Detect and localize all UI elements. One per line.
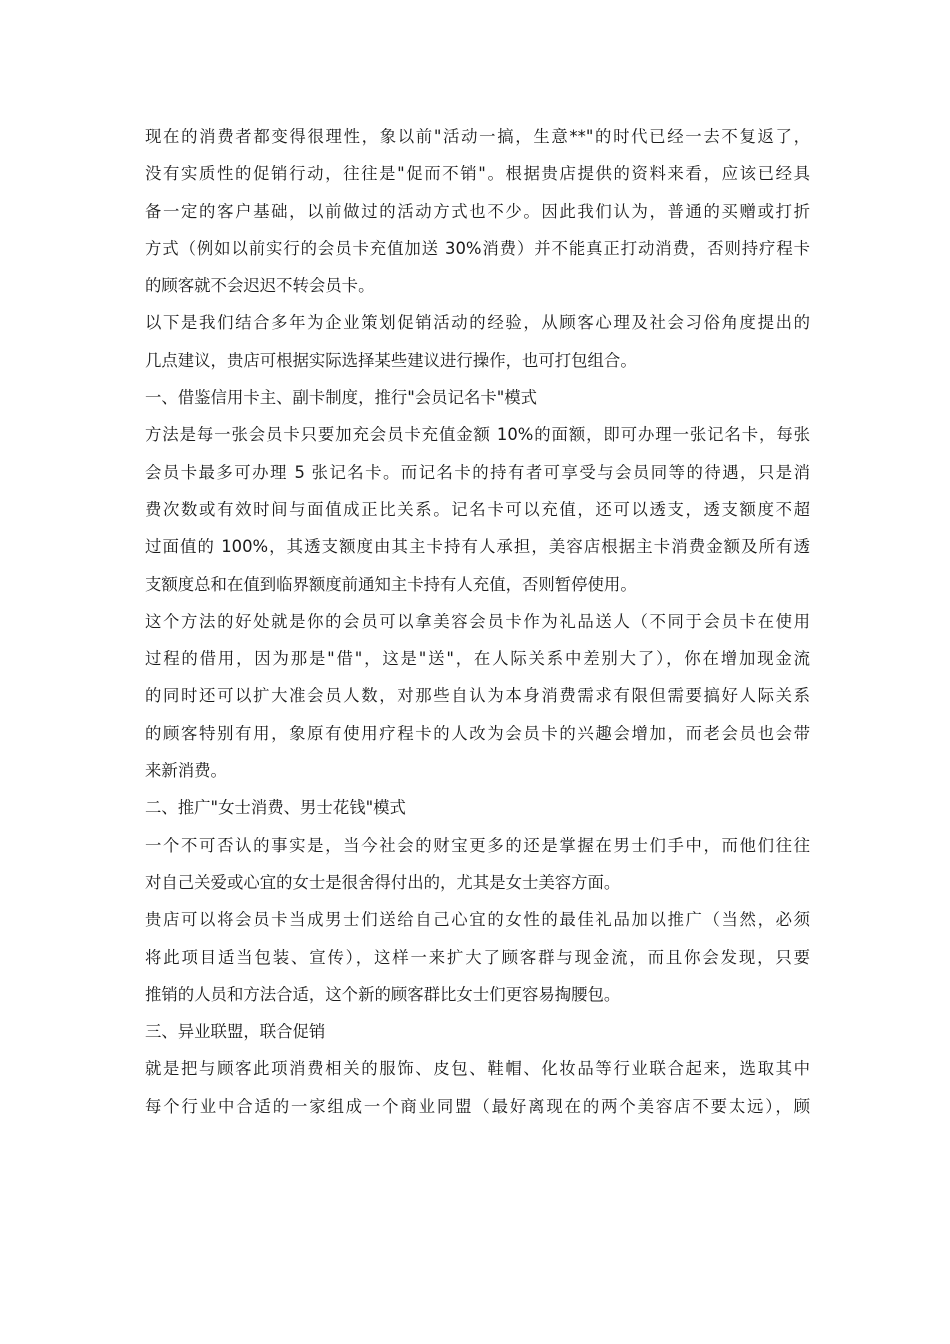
section-heading: 三、异业联盟，联合促销 <box>145 1022 326 1042</box>
paragraph-line: 推销的人员和方法合适，这个新的顾客群比女士们更容易掏腰包。 <box>145 984 621 1004</box>
paragraph-line: 就是把与顾客此项消费相关的服饰、皮包、鞋帽、化妆品等行业联合起来，选取其中 <box>145 1059 810 1079</box>
paragraph-line: 来新消费。 <box>145 761 227 781</box>
paragraph-line: 对自己关爱或心宜的女士是很舍得付出的，尤其是女士美容方面。 <box>145 872 621 892</box>
paragraph-line: 没有实质性的促销行动，往往是"促而不销"。根据贵店提供的资料来看，应该已经具 <box>145 164 810 184</box>
paragraph-line: 费次数或有效时间与面值成正比关系。记名卡可以充值，还可以透支，透支额度不超 <box>145 499 810 519</box>
section-heading: 一、借鉴信用卡主、副卡制度，推行"会员记名卡"模式 <box>145 388 538 408</box>
paragraph-line: 支额度总和在值到临界额度前通知主卡持有人充值，否则暂停使用。 <box>145 574 637 594</box>
paragraph-line: 的同时还可以扩大准会员人数，对那些自认为本身消费需求有限但需要搞好人际关系 <box>145 686 810 706</box>
document-body <box>145 118 810 1125</box>
paragraph-line: 每个行业中合适的一家组成一个商业同盟（最好离现在的两个美容店不要太远），顾 <box>145 1096 810 1116</box>
paragraph-line: 备一定的客户基础，以前做过的活动方式也不少。因此我们认为，普通的买赠或打折 <box>145 201 810 221</box>
paragraph-line: 的顾客就不会迟迟不转会员卡。 <box>145 276 375 296</box>
paragraph-line: 一个不可否认的事实是，当今社会的财宝更多的还是掌握在男士们手中，而他们往往 <box>145 835 810 855</box>
paragraph-line: 的顾客特别有用，象原有使用疗程卡的人改为会员卡的兴趣会增加，而老会员也会带 <box>145 723 810 743</box>
paragraph-line: 过面值的 100%，其透支额度由其主卡持有人承担，美容店根据主卡消费金额及所有透 <box>145 537 810 557</box>
paragraph-line: 方法是每一张会员卡只要加充会员卡充值金额 10%的面额，即可办理一张记名卡，每张 <box>145 425 810 445</box>
paragraph-line: 现在的消费者都变得很理性，象以前"活动一搞，生意**"的时代已经一去不复返了， <box>145 127 810 146</box>
paragraph-line: 会员卡最多可办理 5 张记名卡。而记名卡的持有者可享受与会员同等的待遇，只是消 <box>145 462 810 482</box>
paragraph-line: 这个方法的好处就是你的会员可以拿美容会员卡作为礼品送人（不同于会员卡在使用 <box>145 611 810 631</box>
paragraph-line: 方式（例如以前实行的会员卡充值加送 30%消费）并不能真正打动消费，否则持疗程卡 <box>145 238 810 258</box>
paragraph-line: 过程的借用，因为那是"借"，这是"送"，在人际关系中差别大了），你在增加现金流 <box>145 649 810 669</box>
section-heading: 二、推广"女士消费、男士花钱"模式 <box>145 798 406 818</box>
paragraph-line: 几点建议，贵店可根据实际选择某些建议进行操作，也可打包组合。 <box>145 350 637 370</box>
paragraph-line: 将此项目适当包装、宣传），这样一来扩大了顾客群与现金流，而且你会发现，只要 <box>145 947 810 967</box>
paragraph-line: 以下是我们结合多年为企业策划促销活动的经验，从顾客心理及社会习俗角度提出的 <box>145 313 810 333</box>
paragraph-line: 贵店可以将会员卡当成男士们送给自己心宜的女性的最佳礼品加以推广（当然，必须 <box>145 910 810 930</box>
